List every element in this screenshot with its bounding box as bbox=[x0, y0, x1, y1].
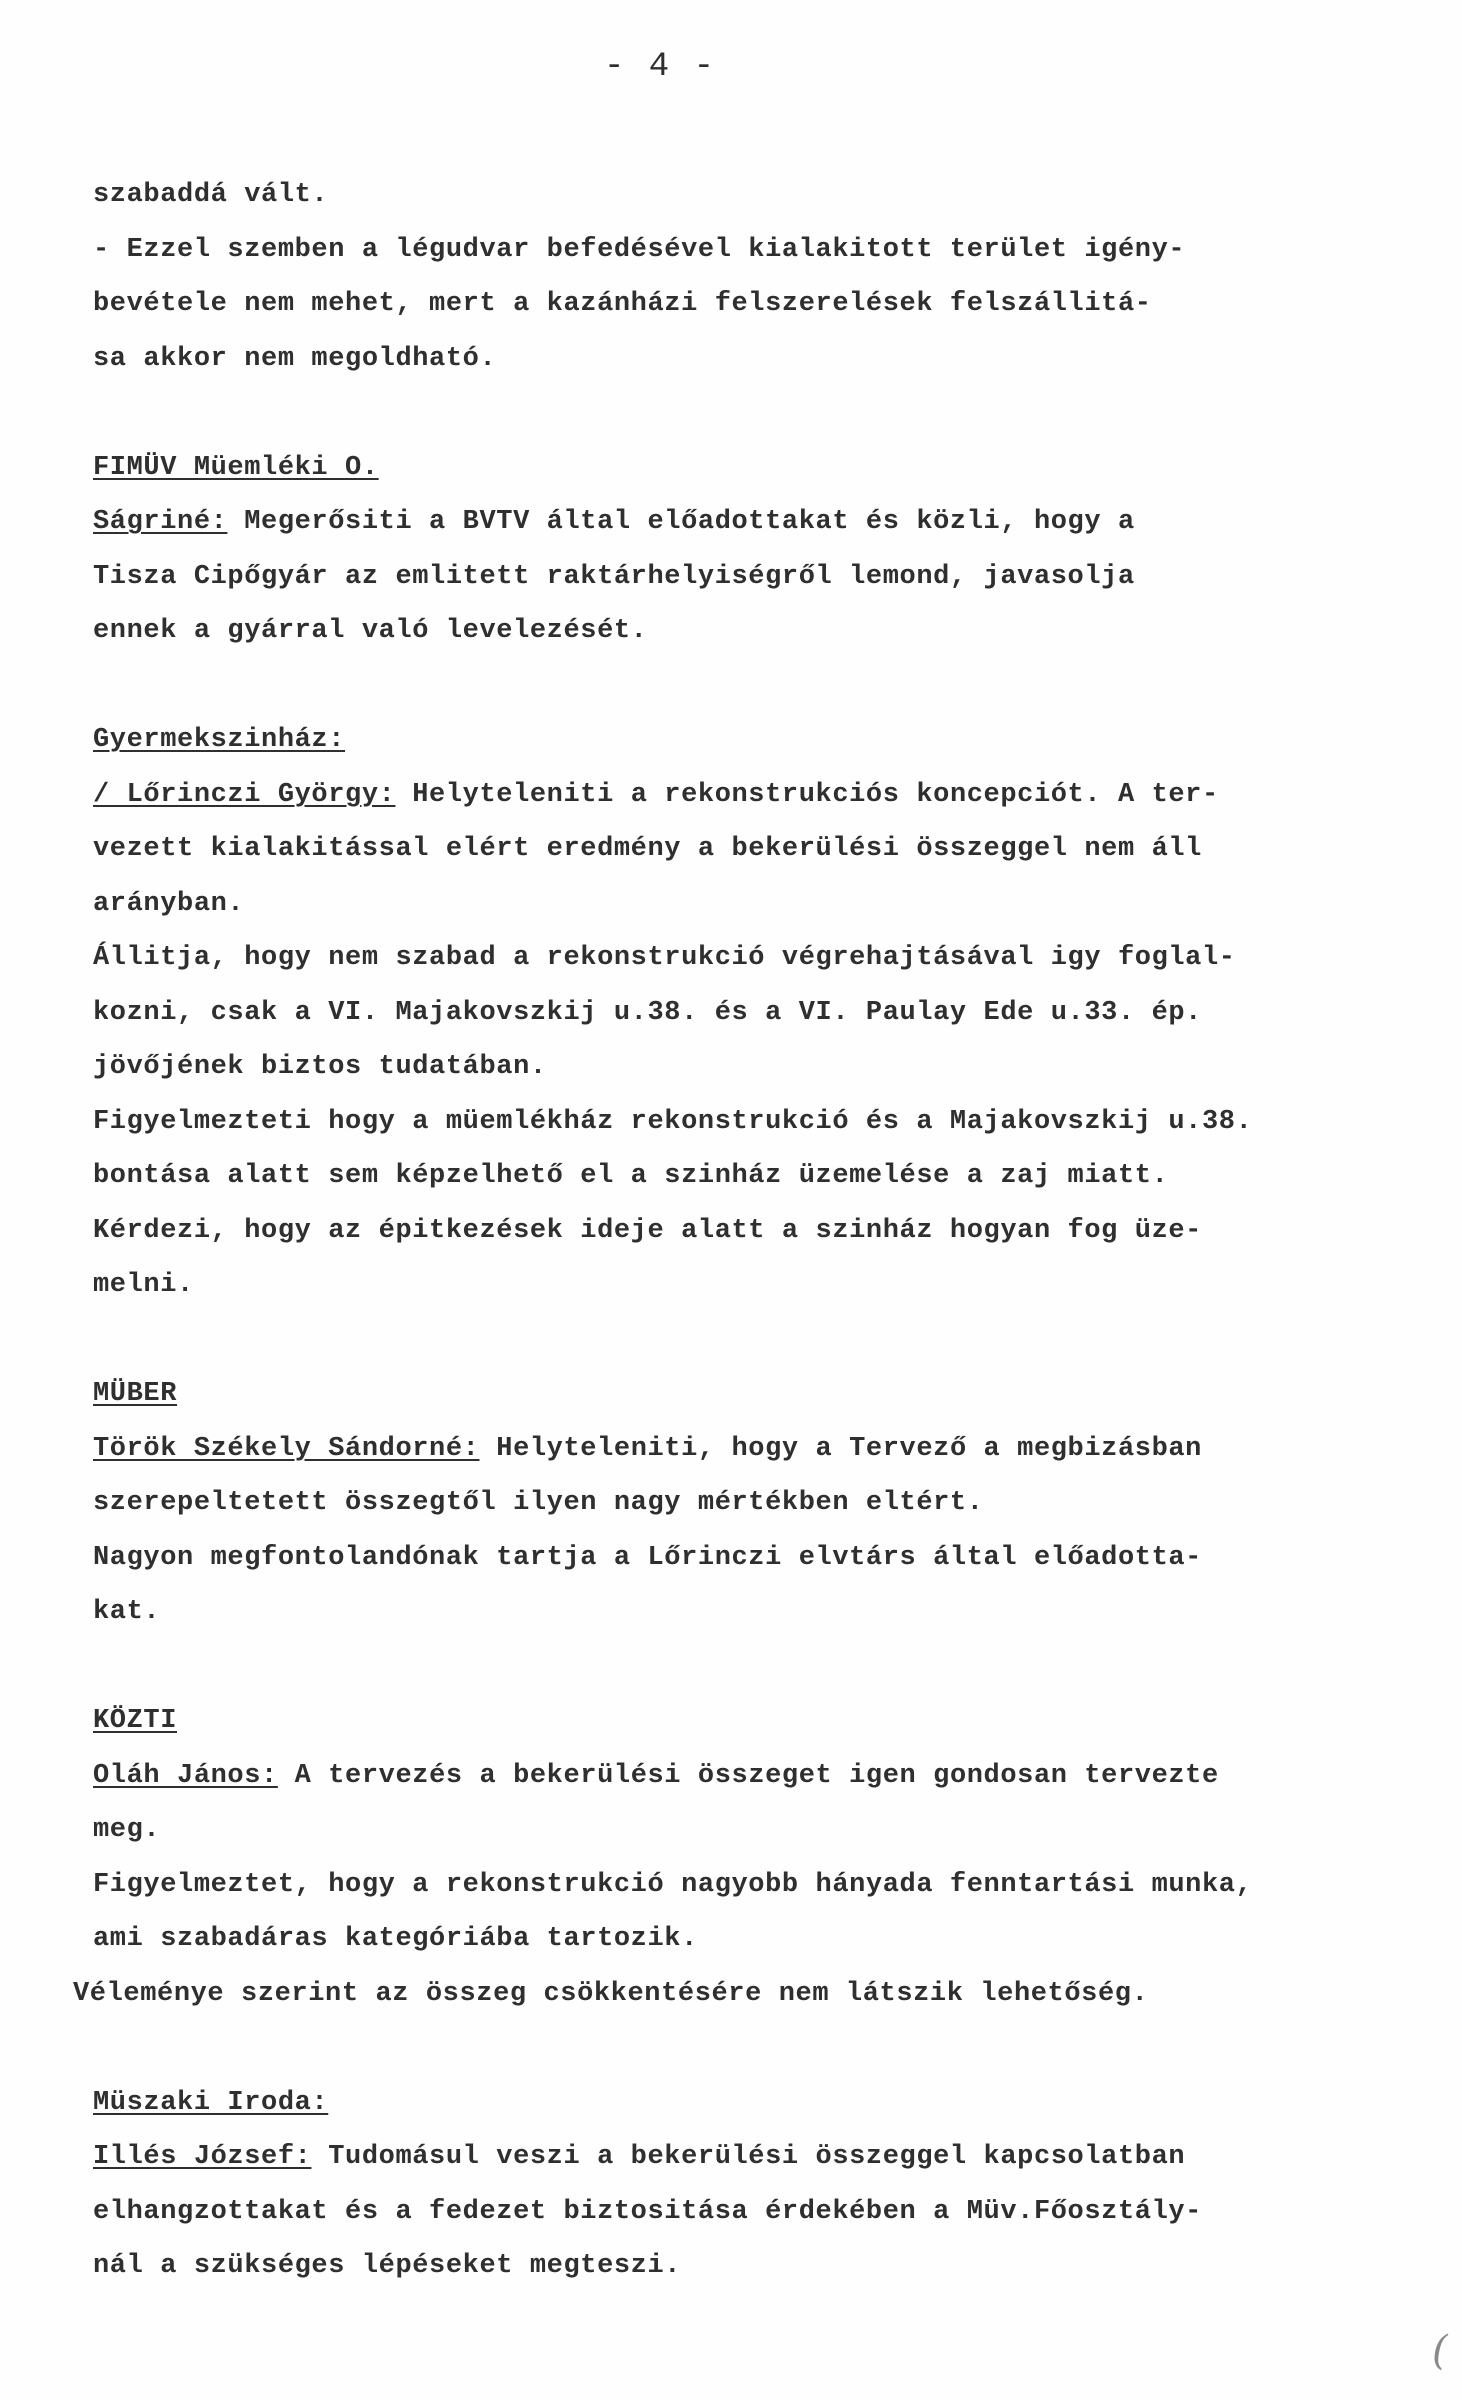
text-line bbox=[93, 768, 1353, 823]
page-number: - 4 - bbox=[603, 48, 717, 86]
speaker-text: Helyteleniti a rekonstrukciós koncepciót. A ter- bbox=[395, 779, 1219, 810]
text-line bbox=[93, 2130, 1353, 2185]
text-line: Figyelmeztet, hogy a rekonstrukció nagyobb hányada fenntartási munka, bbox=[93, 1869, 1253, 1900]
heading-text: FIMÜV Müemléki O. bbox=[93, 452, 379, 483]
spacer bbox=[93, 659, 1353, 714]
speaker-name: Ságriné: bbox=[93, 507, 228, 537]
text-line: Véleménye szerint az összeg csökkentésére nem látszik lehetőség. bbox=[73, 1978, 1149, 2009]
text-line: bevétele nem mehet, mert a kazánházi felszerelések felszállitá- bbox=[93, 289, 1152, 319]
spacer bbox=[93, 1313, 1353, 1368]
text-line: arányban. bbox=[93, 888, 245, 919]
text-line: sa akkor nem megoldható. bbox=[93, 343, 497, 374]
spacer bbox=[93, 386, 1353, 441]
text-line: ennek a gyárral való levelezését. bbox=[93, 616, 648, 646]
spacer bbox=[93, 1640, 1353, 1695]
text-line: Tisza Cipőgyár az emlitett raktárhelyiségről lemond, javasolja bbox=[93, 561, 1135, 592]
speaker-name: Török Székely Sándorné: bbox=[93, 1433, 480, 1464]
speaker-text: Megerősiti a BVTV által előadottakat és közli, hogy a bbox=[227, 507, 1135, 537]
text-line: Figyelmezteti hogy a müemlékház rekonstrukció és a Majakovszkij u.38. bbox=[93, 1106, 1253, 1137]
text-line: vezett kialakitással elért eredmény a bekerülési összeggel nem áll bbox=[93, 834, 1202, 864]
text-line: melni. bbox=[93, 1270, 194, 1300]
section-heading-kozti bbox=[93, 1694, 1353, 1749]
text-line: szabaddá vált. bbox=[93, 180, 329, 210]
text-line: kozni, csak a VI. Majakovszkij u.38. és a VI. Paulay Ede u.33. ép. bbox=[93, 997, 1202, 1028]
text-line bbox=[93, 495, 1353, 550]
heading-text: MÜBER bbox=[93, 1379, 178, 1409]
speaker-name: Illés József: bbox=[93, 2142, 312, 2172]
text-line: meg. bbox=[93, 1815, 161, 1845]
section-heading-gyermekszinhaz bbox=[93, 713, 1353, 768]
speaker-text: Tudomásul veszi a bekerülési összeggel kapcsolatban bbox=[311, 2142, 1186, 2172]
text-line: - Ezzel szemben a légudvar befedésével kialakitott terület igény- bbox=[93, 234, 1186, 265]
text-line: Állitja, hogy nem szabad a rekonstrukció végrehajtásával igy foglal- bbox=[93, 943, 1236, 973]
text-line: jövőjének biztos tudatában. bbox=[93, 1052, 547, 1082]
section-heading-muszaki-iroda bbox=[93, 2076, 1353, 2131]
spacer bbox=[93, 2021, 1353, 2076]
speaker-text: A tervezés a bekerülési összeget igen gondosan tervezte bbox=[277, 1760, 1219, 1791]
margin-pencil-mark: ( bbox=[1432, 2328, 1448, 2374]
text-line: ami szabadáras kategóriába tartozik. bbox=[93, 1924, 698, 1954]
heading-text: Müszaki Iroda: bbox=[93, 2087, 329, 2118]
text-line bbox=[93, 1422, 1353, 1477]
text-line: szerepeltetett összegtől ilyen nagy mértékben eltért. bbox=[93, 1488, 984, 1518]
heading-text: KÖZTI bbox=[93, 1706, 178, 1736]
document-body bbox=[73, 168, 1353, 2294]
speaker-name: Oláh János: bbox=[93, 1760, 278, 1791]
speaker-text: Helyteleniti, hogy a Tervező a megbizásban bbox=[479, 1433, 1202, 1464]
text-line: Kérdezi, hogy az épitkezések ideje alatt a szinház hogyan fog üze- bbox=[93, 1215, 1202, 1246]
text-line: kat. bbox=[93, 1597, 161, 1627]
heading-text: Gyermekszinház: bbox=[93, 725, 346, 755]
text-line: elhangzottakat és a fedezet biztositása érdekében a Müv.Főosztály- bbox=[93, 2196, 1202, 2227]
text-line: Nagyon megfontolandónak tartja a Lőrinczi elvtárs által előadotta- bbox=[93, 1542, 1202, 1573]
text-line: bontása alatt sem képzelhető el a szinház üzemelése a zaj miatt. bbox=[93, 1161, 1169, 1191]
speaker-name: / Lőrinczi György: bbox=[93, 779, 396, 810]
section-heading-muber bbox=[93, 1367, 1353, 1422]
text-line bbox=[93, 1749, 1353, 1804]
section-heading-fimuv bbox=[93, 441, 1353, 496]
text-line: nál a szükséges lépéseket megteszi. bbox=[93, 2251, 682, 2281]
